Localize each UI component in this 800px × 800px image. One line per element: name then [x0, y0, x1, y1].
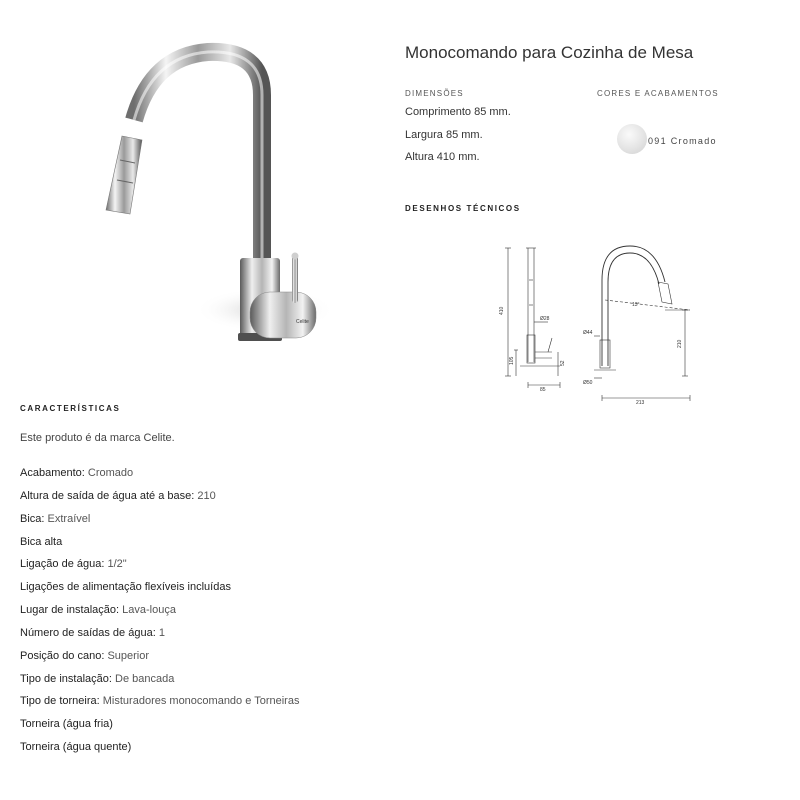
spec-item [20, 466, 299, 489]
spec-value: Cromado [87, 467, 134, 479]
spec-key: Número de saídas de água: [20, 626, 156, 639]
spec-key: Ligações de alimentação flexíveis incluídas [20, 581, 231, 594]
spec-key: Ligação de água: [20, 558, 105, 571]
spec-value: 210 [197, 489, 216, 502]
spec-list [20, 466, 299, 763]
dim-label-diameter-44: Ø44 [583, 330, 593, 336]
dim-label-angle: 13° [632, 302, 640, 308]
spec-value: Misturadores monocomando e Torneiras [102, 695, 300, 708]
dim-label-height-105: 105 [509, 356, 515, 365]
characteristics-heading: CARACTERÍSTICAS [20, 404, 121, 413]
brand-note: Este produto é da marca Celite. [20, 432, 175, 444]
spec-key: Bica alta [20, 535, 63, 548]
spec-key: Acabamento: [20, 467, 85, 479]
spec-item [20, 512, 299, 535]
dim-label-diameter-28: Ø28 [540, 316, 550, 322]
spec-item [20, 649, 299, 672]
spec-value: 1/2" [107, 558, 127, 571]
spec-value: Lava-louça [122, 604, 176, 617]
dim-label-height-52: 52 [560, 360, 566, 366]
spec-key: Tipo de instalação: [20, 672, 112, 685]
product-image [90, 40, 340, 370]
spec-value: De bancada [115, 672, 175, 685]
spec-item [20, 694, 299, 717]
spec-item [20, 626, 299, 649]
spec-value: Superior [107, 649, 150, 662]
spec-key: Torneira (água quente) [20, 741, 132, 754]
spec-item [20, 740, 299, 763]
spec-key: Posição do cano: [20, 649, 105, 662]
spec-item [20, 672, 299, 695]
dimensions-heading: DIMENSÕES [405, 89, 464, 98]
brand-logo: Celite [296, 319, 309, 325]
colors-heading: CORES E ACABAMENTOS [597, 89, 719, 98]
technical-drawing [490, 240, 700, 410]
dimension-item: Comprimento 85 mm. [405, 106, 511, 118]
spec-item [20, 580, 299, 603]
dim-label-width-213: 213 [636, 400, 645, 406]
technical-drawings-heading: DESENHOS TÉCNICOS [405, 204, 521, 213]
dimension-item: Altura 410 mm. [405, 151, 480, 164]
spec-value: Extraível [47, 512, 91, 525]
dim-label-diameter-50: Ø50 [583, 380, 593, 386]
spec-key: Bica: [20, 512, 45, 525]
spec-item [20, 603, 299, 626]
dimension-item: Largura 85 mm. [405, 128, 483, 141]
spec-item [20, 535, 299, 558]
color-swatch[interactable] [617, 124, 647, 154]
spec-key: Altura de saída de água até a base: [20, 489, 195, 502]
dim-label-height-total: 410 [499, 306, 505, 315]
spec-key: Tipo de torneira: [20, 695, 100, 708]
spec-item [20, 717, 299, 740]
dimensions-list [405, 105, 511, 173]
spec-key: Torneira (água fria) [20, 718, 113, 731]
spec-item [20, 489, 299, 512]
page-title: Monocomando para Cozinha de Mesa [405, 43, 694, 62]
spec-key: Lugar de instalação: [20, 604, 120, 617]
color-swatch-label: 091 Cromado [648, 136, 717, 146]
spec-item [20, 557, 299, 580]
dim-label-width-85: 85 [540, 387, 546, 393]
spec-value: 1 [158, 626, 165, 639]
dim-label-height-210: 210 [677, 339, 683, 348]
